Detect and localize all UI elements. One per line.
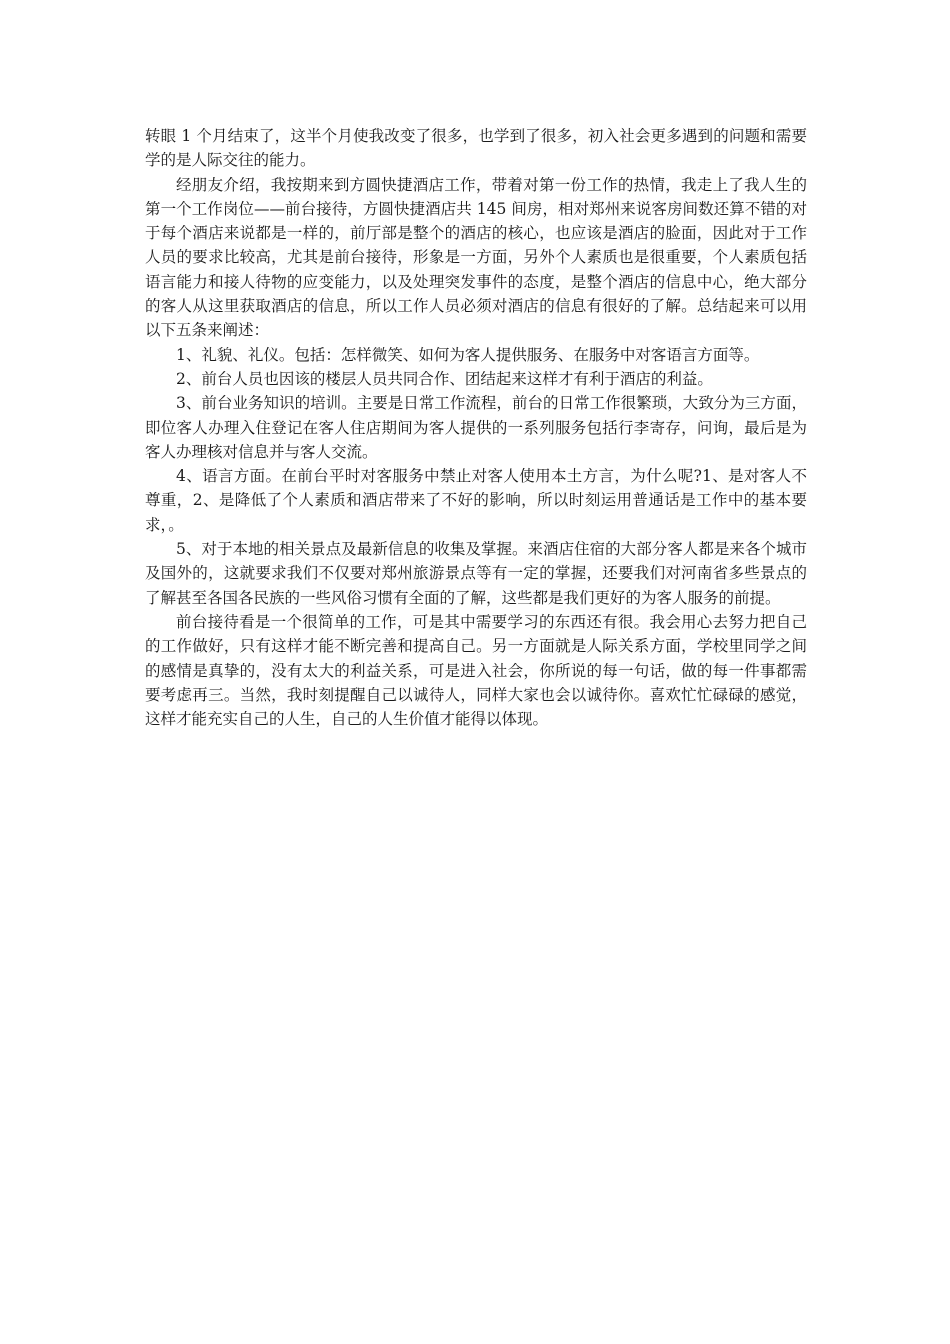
- paragraph-point-5: 5、对于本地的相关景点及最新信息的收集及掌握。来酒店住宿的大部分客人都是来各个城市及国外的，这就要求我们不仅要对郑州旅游景点等有一定的掌握，还要我们对河南省多些景点的了解甚至各国各民族的一些风俗习惯有全面的了解，这些都是我们更好的为客人服务的前提。: [145, 540, 807, 607]
- paragraph-job-description: 经朋友介绍，我按期来到方圆快捷酒店工作，带着对第一份工作的热情，我走上了我人生的第一个工作岗位——前台接待，方圆快捷酒店共 145 间房，相对郑州来说客房间数还算不错的对于每个酒店来说都是一样的，前厅部是整个的酒店的核心，也应该是酒店的脸面，因此对于工作人员的要求比较高，尤其是前台接待，形象是一方面，另外个人素质也是很重要，个人素质包括语言能力和接人待物的应变能力，以及处理突发事件的态度，是整个酒店的信息中心，绝大部分的客人从这里获取酒店的信息，所以工作人员必须对酒店的信息有很好的了解。总结起来可以用以下五条来阐述：: [145, 175, 807, 340]
- paragraph-point-2: 2、前台人员也因该的楼层人员共同合作、团结起来这样才有利于酒店的利益。: [176, 369, 713, 388]
- paragraph-point-3: 3、前台业务知识的培训。主要是日常工作流程，前台的日常工作很繁琐，大致分为三方面，即位客人办理入住登记在客人住店期间为客人提供的一系列服务包括行李寄存，问询，最后是为客人办理核对信息并与客人交流。: [145, 394, 807, 461]
- paragraph-intro: 转眼 1 个月结束了，这半个月使我改变了很多，也学到了很多，初入社会更多遇到的问题和需要学的是人际交往的能力。: [145, 127, 807, 170]
- paragraph-conclusion: 前台接待看是一个很简单的工作，可是其中需要学习的东西还有很。我会用心去努力把自己的工作做好，只有这样才能不断完善和提高自己。另一方面就是人际关系方面，学校里同学之间的感情是真挚的，没有太大的利益关系，可是进入社会，你所说的每一句话，做的每一件事都需要考虑再三。当然，我时刻提醒自己以诚待人，同样大家也会以诚待你。喜欢忙忙碌碌的感觉，这样才能充实自己的人生，自己的人生价值才能得以体现。: [145, 612, 807, 729]
- document-body: [145, 124, 807, 731]
- paragraph-point-1: 1、礼貌、礼仪。包括：怎样微笑、如何为客人提供服务、在服务中对客语言方面等。: [176, 345, 760, 364]
- paragraph-point-4: 4、语言方面。在前台平时对客服务中禁止对客人使用本土方言，为什么呢?1、是对客人不尊重，2、是降低了个人素质和酒店带来了不好的影响，所以时刻运用普通话是工作中的基本要求，。: [145, 467, 807, 534]
